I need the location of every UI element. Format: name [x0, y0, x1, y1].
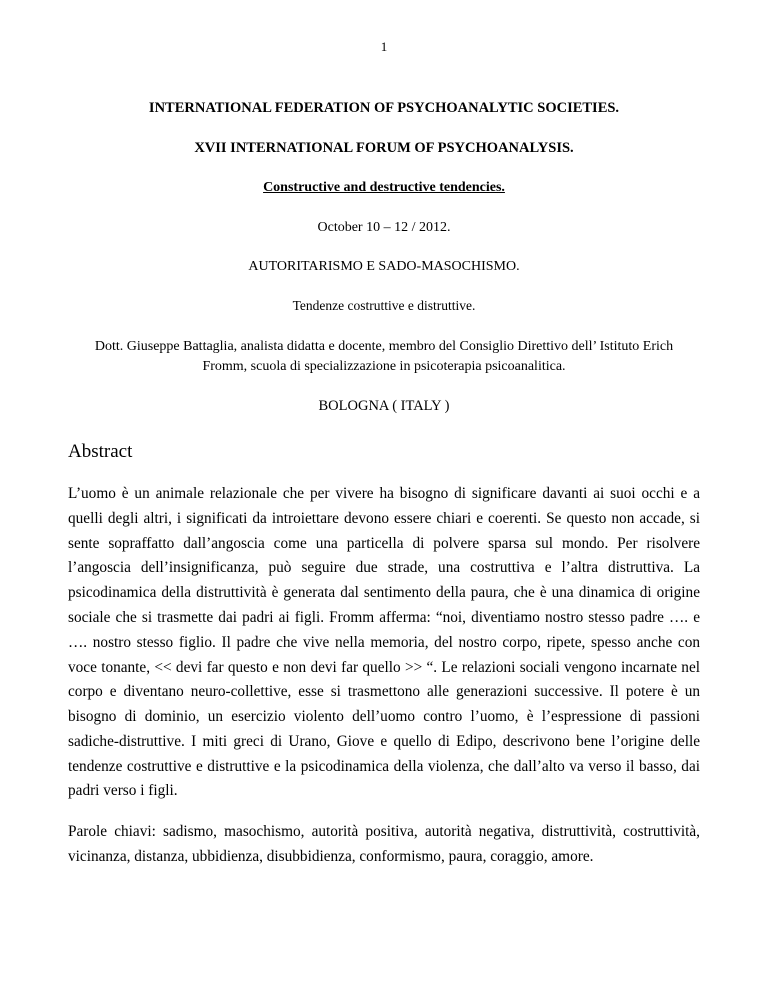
- conference-dates: October 10 – 12 / 2012.: [317, 219, 451, 235]
- abstract-heading: Abstract: [68, 441, 133, 463]
- keywords-paragraph: Parole chiavi: sadismo, masochismo, autorità positiva, autorità negativa, distruttività, costruttività, vicinanza, distanza, ubbidienza, disubbidienza, conformismo, paura, coraggio, amore.: [68, 823, 700, 865]
- paper-subtitle: Tendenze costruttive e distruttive.: [292, 297, 476, 313]
- author-affiliation: Dott. Giuseppe Battaglia, analista didatta e docente, membro del Consiglio Direttivo dell’ Istituto Erich Fromm, scuola di specializzazione in psicoterapia psicoanalitica.: [94, 338, 674, 374]
- conference-organization: INTERNATIONAL FEDERATION OF PSYCHOANALYTIC SOCIETIES.: [148, 100, 620, 116]
- author-city: BOLOGNA ( ITALY ): [318, 398, 450, 415]
- paper-title: AUTORITARISMO E SADO-MASOCHISMO.: [248, 259, 520, 275]
- abstract-paragraph: L’uomo è un animale relazionale che per vivere ha bisogno di significare davanti ai suoi occhi e a quelli degli altri, i significati da introiettare devono essere chiari e coerenti. Se questo non accade, si sente sopraffatto dall’angoscia come una particella di polvere sparsa sul mondo. Per risolvere l’angoscia dell’insignificanza, può seguire due strade, una costruttiva e l’altra distruttiva. La psicodinamica della distruttività è generata dal sentimento della paura, che è una dinamica di origine sociale che si trasmette dai padri ai figli. Fromm afferma: “noi, diventiamo nostro stesso padre …. e …. nostro stesso figlio. Il padre che vive nella memoria, del nostro corpo, ripete, spesso anche con voce tonante, << devi far questo e non devi far quello >> “. Le relazioni sociali vengono incarnate nel corpo e diventano neuro-collettive, esse si trasmettono alle generazioni successive. Il potere è un bisogno di dominio, un esercizio violento dell’uomo contro l’uomo, è l’espressione di passioni sadiche-distruttive. I miti greci di Urano, Giove e quello di Edipo, descrivono bene l’origine delle tendenze costruttive e distruttive e la psicodinamica della violenza, che dall’alto va verso il basso, dai padri verso i figli.: [68, 485, 700, 800]
- title-block: [68, 99, 700, 415]
- page-number: 1: [380, 39, 388, 54]
- conference-theme: Constructive and destructive tendencies.: [263, 180, 505, 196]
- conference-forum: XVII INTERNATIONAL FORUM OF PSYCHOANALYSIS.: [194, 140, 574, 157]
